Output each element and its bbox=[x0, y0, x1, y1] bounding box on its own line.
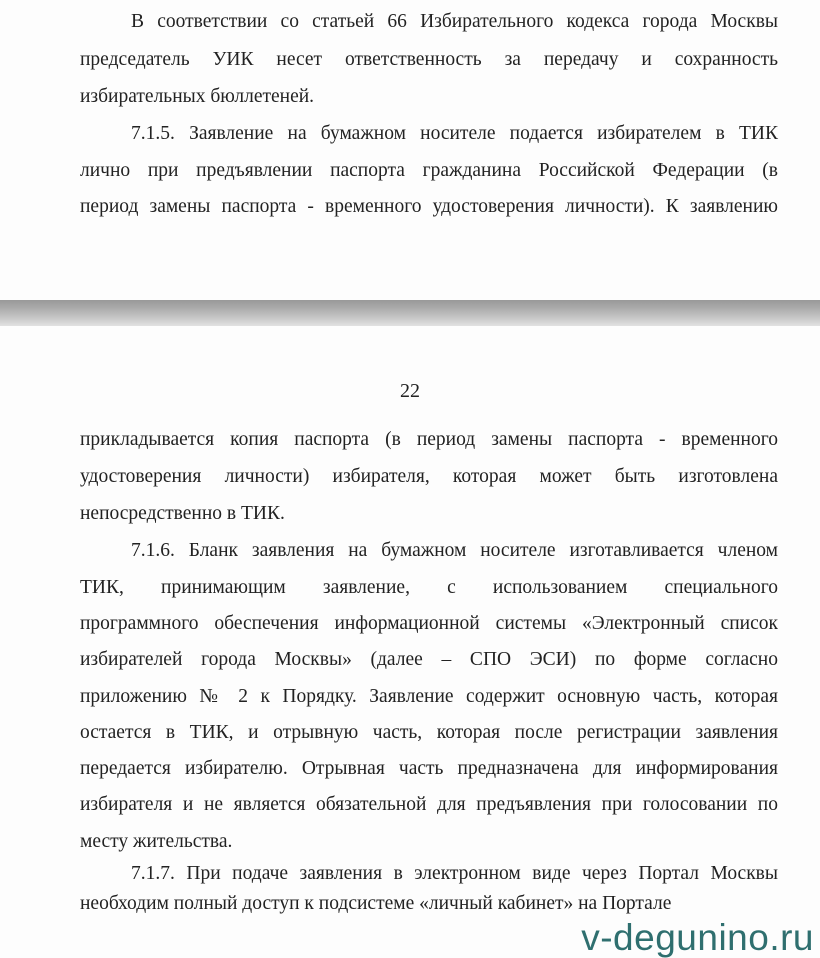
text-line: прикладывается копия паспорта (в период замены паспорта - временного bbox=[80, 429, 778, 450]
text-line: программного обеспечения информационной системы «Электронный список bbox=[80, 613, 778, 634]
text-line: месту жительства. bbox=[80, 831, 233, 852]
page-number: 22 bbox=[400, 380, 420, 402]
text-line: 7.1.5. Заявление на бумажном носителе подается избирателем в ТИК bbox=[131, 123, 778, 144]
text-line: остается в ТИК, и отрывную часть, которая после регистрации заявления bbox=[80, 722, 778, 743]
text-line: В соответствии со статьей 66 Избирательного кодекса города Москвы bbox=[131, 11, 778, 32]
document-page-top bbox=[0, 0, 820, 300]
text-line: лично при предъявлении паспорта гражданина Российской Федерации (в bbox=[80, 160, 778, 181]
text-line: период замены паспорта - временного удостоверения личности). К заявлению bbox=[80, 196, 778, 217]
text-line: избирателя и не является обязательной для предъявления при голосовании по bbox=[80, 794, 778, 815]
text-line: необходим полный доступ к подсистеме «личный кабинет» на Портале bbox=[80, 893, 672, 914]
watermark: v-degunino.ru bbox=[575, 918, 814, 958]
text-line: избирательных бюллетеней. bbox=[80, 86, 315, 107]
text-line: 7.1.6. Бланк заявления на бумажном носителе изготавливается членом bbox=[131, 540, 778, 561]
text-line: приложению № 2 к Порядку. Заявление содержит основную часть, которая bbox=[80, 686, 778, 707]
text-line: председатель УИК несет ответственность за передачу и сохранность bbox=[80, 49, 778, 70]
text-line: непосредственно в ТИК. bbox=[80, 503, 285, 524]
text-line: 7.1.7. При подаче заявления в электронном виде через Портал Москвы bbox=[131, 863, 778, 884]
text-line: ТИК, принимающим заявление, с использованием специального bbox=[80, 577, 778, 598]
text-line: передается избирателю. Отрывная часть предназначена для информирования bbox=[80, 758, 778, 779]
text-line: удостоверения личности) избирателя, которая может быть изготовлена bbox=[80, 466, 778, 487]
page-break-divider bbox=[0, 300, 820, 326]
text-line: избирателей города Москвы» (далее – СПО ЭСИ) по форме согласно bbox=[80, 649, 778, 670]
